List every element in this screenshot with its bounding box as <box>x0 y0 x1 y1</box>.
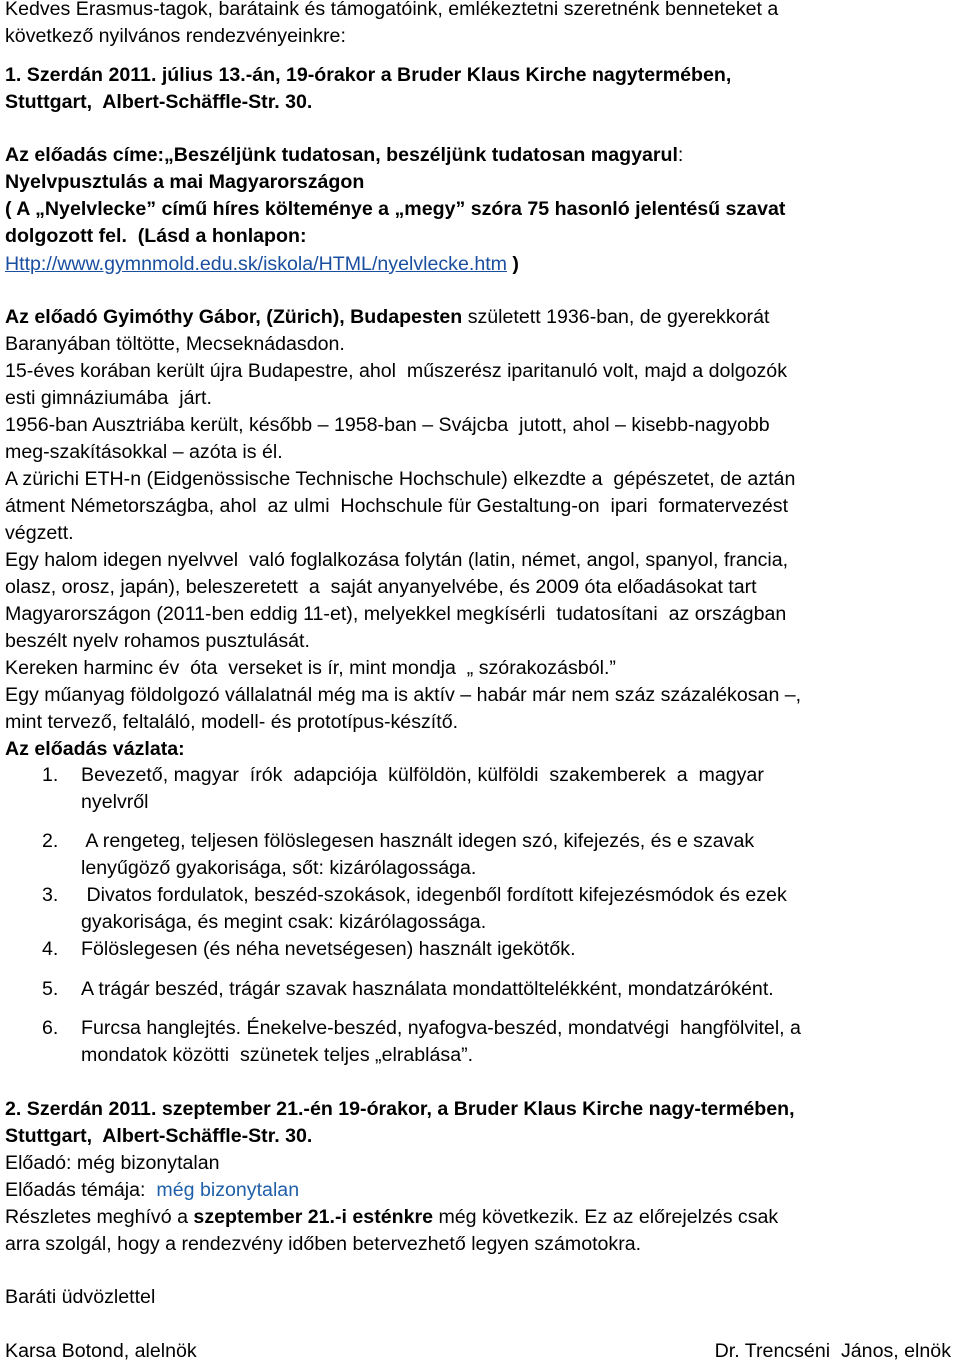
outline-item-text: A trágár beszéd, trágár szavak használata mondattöltelékként, mondatzáróként. <box>81 978 774 1000</box>
bio-line-14: Kereken harminc év óta verseket is ír, mint mondja „ szórakozásból.” <box>5 657 616 679</box>
outline-item-text-cont: mondatok közötti szünetek teljes „elrablása”. <box>81 1044 474 1066</box>
talk-subtitle: Nyelvpusztulás a mai Magyarországon <box>5 171 365 193</box>
outline-item-number: 5. <box>42 978 59 1000</box>
poem-note-line-3 <box>5 251 519 278</box>
bio-line-1-rest: született 1936-ban, de gyerekkorát <box>462 306 770 328</box>
bio-line-9: végzett. <box>5 522 74 544</box>
nyelvlecke-link[interactable]: Http://www.gymnmold.edu.sk/iskola/HTML/nyelvlecke.htm <box>5 253 507 275</box>
event2-detail-date: szeptember 21.-i esténkre <box>193 1206 434 1228</box>
event1-heading-line-1: 1. Szerdán 2011. július 13.-án, 19-órakor a Bruder Klaus Kirche nagytermében, <box>5 64 732 86</box>
outline-item-text-cont: nyelvről <box>81 791 149 813</box>
bio-line-6: meg-szakításokkal – azóta is él. <box>5 441 283 463</box>
bio-line-8: átment Németországba, ahol az ulmi Hochschule für Gestaltung-on ipari formatervezést <box>5 495 789 517</box>
bio-line-12: Magyarországon (2011-ben eddig 11-et), melyekkel megkísérli tudatosítani az országban <box>5 603 787 625</box>
closing-greeting: Baráti üdvözlettel <box>5 1286 156 1308</box>
event2-topic-value: még bizonytalan <box>156 1179 300 1201</box>
outline-item-text: Fölöslegesen (és néha nevetségesen) használt igekötők. <box>81 938 576 960</box>
event1-heading-line-2: Stuttgart, Albert-Schäffle-Str. 30. <box>5 91 313 113</box>
talk-title-colon: : <box>677 144 684 166</box>
poem-note-line-2: dolgozott fel. (Lásd a honlapon: <box>5 225 307 247</box>
event2-detail-line-2: arra szolgál, hogy a rendezvény időben betervezhető legyen számotokra. <box>5 1233 642 1255</box>
outline-heading: Az előadás vázlata: <box>5 738 185 760</box>
poem-note-line-1: ( A „Nyelvlecke” című híres költeménye a „megy” szóra 75 hasonló jelentésű szavat <box>5 198 786 220</box>
event2-detail-line-1 <box>5 1204 778 1231</box>
event2-detail-pre: Részletes meghívó a <box>5 1206 194 1228</box>
talk-title <box>5 142 683 169</box>
bio-line-13: beszélt nyelv rohamos pusztulását. <box>5 630 310 652</box>
talk-title-prefix: Az előadás címe: <box>5 144 164 166</box>
event2-topic <box>5 1177 299 1204</box>
outline-item-text-cont: lenyűgöző gyakorisága, sőt: kizárólagossága. <box>81 857 477 879</box>
event2-speaker: Előadó: még bizonytalan <box>5 1152 220 1174</box>
bio-line-7: A zürichi ETH-n (Eidgenössische Technische Hochschule) elkezdte a gépészetet, de aztán <box>5 468 796 490</box>
link-close-paren: ) <box>506 253 519 275</box>
bio-line-15: Egy műanyag földolgozó vállalatnál még ma is aktív – habár már nem száz százalékosan –, <box>5 684 802 706</box>
bio-line-16: mint tervező, feltaláló, modell- és prototípus-készítő. <box>5 711 459 733</box>
bio-speaker-name: Az előadó Gyimóthy Gábor, (Zürich), Budapesten <box>5 306 463 328</box>
outline-item-text: Divatos fordulatok, beszéd-szokások, idegenből fordított kifejezésmódok és ezek <box>81 884 787 906</box>
outline-item-text-cont: gyakorisága, és megint csak: kizárólagossága. <box>81 911 487 933</box>
event2-heading-line-1: 2. Szerdán 2011. szeptember 21.-én 19-órakor, a Bruder Klaus Kirche nagy-termében, <box>5 1098 795 1120</box>
bio-line-3: 15-éves korában került újra Budapestre, ahol műszerész iparitanuló volt, majd a dolgozók <box>5 360 787 382</box>
outline-item-number: 1. <box>42 764 59 786</box>
signature-president: Dr. Trencséni János, elnök <box>714 1340 951 1362</box>
intro-line-2: következő nyilvános rendezvényeinkre: <box>5 25 346 47</box>
outline-item-text: Furcsa hanglejtés. Énekelve-beszéd, nyafogva-beszéd, mondatvégi hangfölvitel, a <box>81 1017 801 1039</box>
event2-topic-label: Előadás témája: <box>5 1179 157 1201</box>
outline-item-text: Bevezető, magyar írók adapciója külföldön, külföldi szakemberek a magyar <box>81 764 764 786</box>
bio-line-2: Baranyában töltötte, Mecseknádasdon. <box>5 333 345 355</box>
bio-line-10: Egy halom idegen nyelvvel való foglalkozása folytán (latin, német, angol, spanyol, francia, <box>5 549 789 571</box>
bio-line-1 <box>5 304 769 331</box>
outline-item-number: 3. <box>42 884 59 906</box>
outline-item-number: 6. <box>42 1017 59 1039</box>
event2-detail-post: még következik. Ez az előrejelzés csak <box>433 1206 779 1228</box>
intro-line-1: Kedves Erasmus-tagok, barátaink és támogatóink, emlékeztetni szeretnénk benneteket a <box>5 0 779 20</box>
bio-line-4: esti gimnáziumába járt. <box>5 387 212 409</box>
bio-line-11: olasz, orosz, japán), beleszeretett a saját anyanyelvébe, és 2009 óta előadásokat tart <box>5 576 757 598</box>
outline-item-text: A rengeteg, teljesen fölöslegesen használt idegen szó, kifejezés, és e szavak <box>81 830 755 852</box>
outline-item-number: 2. <box>42 830 59 852</box>
bio-line-5: 1956-ban Ausztriába került, később – 1958-ban – Svájcba jutott, ahol – kisebb-nagyobb <box>5 414 770 436</box>
signature-vice-president: Karsa Botond, alelnök <box>5 1340 197 1362</box>
event2-heading-line-2: Stuttgart, Albert-Schäffle-Str. 30. <box>5 1125 313 1147</box>
outline-item-number: 4. <box>42 938 59 960</box>
talk-title-main: „Beszéljünk tudatosan, beszéljünk tudatosan magyarul <box>164 144 678 166</box>
